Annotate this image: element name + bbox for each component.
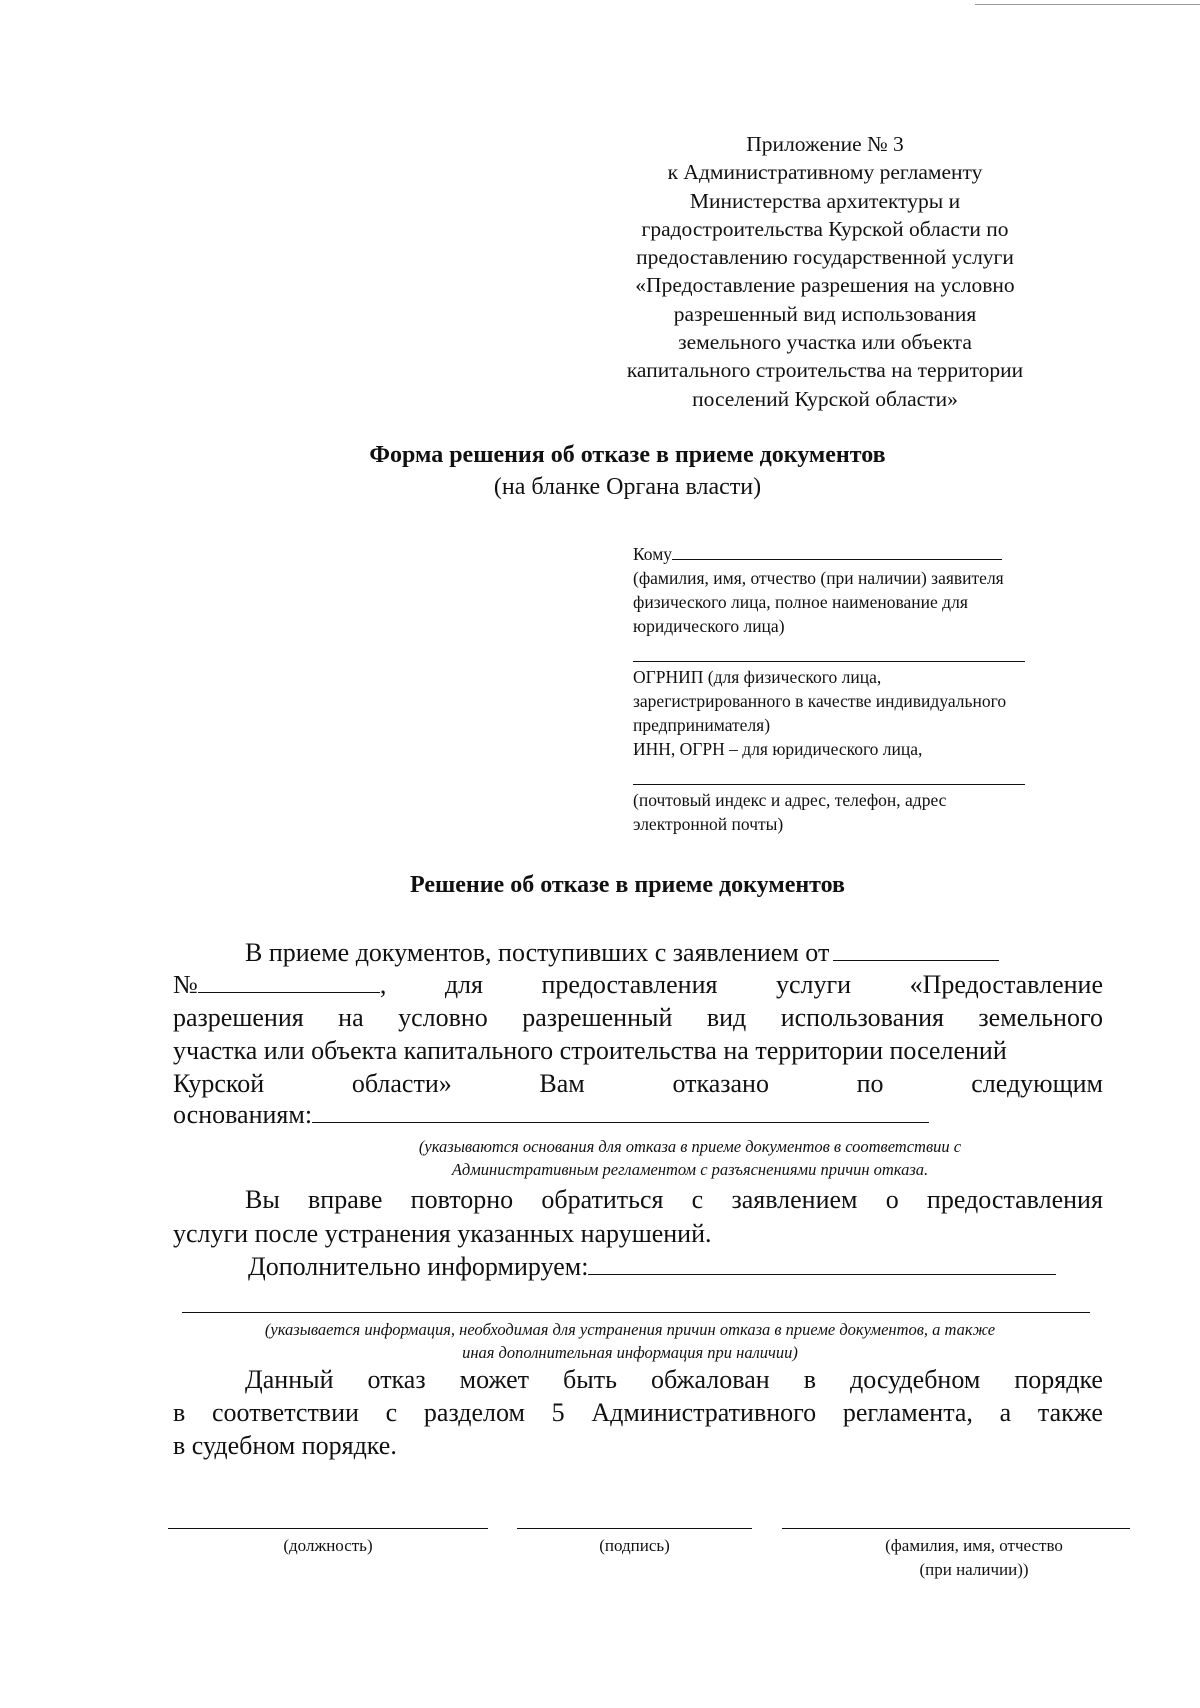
recipient-blank: [672, 543, 1002, 560]
para4-line-3: в судебном порядке.: [173, 1431, 397, 1460]
para4-line-1: Данный отказ может быть обжалован в досудебном порядке: [245, 1365, 1103, 1394]
body-line-6: основаниям:: [173, 1100, 929, 1130]
body-line-4: участка или объекта капитального строительства на территории поселений: [173, 1036, 1007, 1065]
info-blank-line-2: [182, 1312, 1090, 1313]
appendix-line: разрешенный вид использования: [673, 301, 977, 326]
appendix-line: Министерства архитектуры и: [689, 188, 961, 213]
to-label: Кому: [633, 544, 673, 564]
full-name-line: [782, 1528, 1130, 1529]
body-line-3: разрешения на условно разрешенный вид использования земельного: [173, 1003, 1103, 1032]
body-line-1: В приеме документов, поступивших с заявлением от: [245, 938, 999, 968]
position-line: [168, 1528, 488, 1529]
ogrn-note-line: предпринимателя): [633, 715, 771, 735]
para3: Дополнительно информируем:: [248, 1252, 1056, 1282]
para4-line-2: в соответствии с разделом 5 Административного регламента, а также: [173, 1398, 1103, 1427]
info-note: (указывается информация, необходимая для устранения причин отказа в приеме документов, а также иная дополнительная информация при наличии): [264, 1320, 996, 1362]
appendix-line: градостроительства Курской области по: [641, 216, 1009, 241]
recipient-note-line: физического лица, полное наименование для: [633, 592, 968, 612]
recipient-address: [633, 788, 1093, 836]
number-blank: [198, 972, 380, 993]
date-blank: [833, 940, 999, 961]
appendix-line: Приложение № 3: [746, 132, 904, 156]
appendix-line: капитального строительства на территории: [626, 358, 1024, 383]
recipient-to: [633, 542, 1093, 638]
address-blank-line: [633, 784, 1025, 785]
signature-caption: (подпись): [599, 1536, 670, 1555]
body-line-5: Курской области» Вам отказано по следующим: [173, 1069, 1103, 1098]
address-note-line: (почтовый индекс и адрес, телефон, адрес: [633, 790, 947, 810]
info-blank: [588, 1254, 1056, 1275]
form-title: Форма решения об отказе в приеме документов: [369, 442, 886, 468]
full-name-caption: (фамилия, имя, отчество (при наличии)): [885, 1536, 1063, 1579]
ogrn-note-line: ИНН, ОГРН – для юридического лица,: [633, 739, 923, 759]
ogrn-note-line: зарегистрированного в качестве индивидуального: [633, 691, 1007, 711]
address-note-line: электронной почты): [633, 814, 784, 834]
appendix-header: [560, 130, 1090, 413]
decision-title: Решение об отказе в приеме документов: [409, 872, 846, 898]
para2-line-2: услуги после устранения указанных нарушений.: [173, 1219, 712, 1248]
appendix-line: «Предоставление разрешения на условно: [635, 273, 1015, 298]
appendix-line: земельного участка или объекта: [678, 330, 972, 355]
appendix-line: к Административному регламенту: [667, 160, 983, 185]
signature-line: [517, 1528, 752, 1529]
para2-line-1: Вы вправе повторно обратиться с заявлением о предоставления: [245, 1185, 1103, 1214]
body-line-2: № , для предоставления услуги «Предоставление: [173, 970, 1103, 999]
ogrn-blank-line: [633, 661, 1025, 662]
form-subtitle: (на бланке Органа власти): [493, 474, 762, 500]
appendix-line: предоставлению государственной услуги: [636, 245, 1014, 270]
position-caption: (должность): [283, 1536, 373, 1555]
recipient-note-line: юридического лица): [633, 616, 785, 636]
ogrn-note-line: ОГРНИП (для физического лица,: [633, 667, 882, 687]
recipient-ogrn: [633, 665, 1093, 761]
appendix-line: поселений Курской области»: [692, 386, 958, 411]
grounds-note: (указываются основания для отказа в приеме документов в соответствии с Административным регламентом с разъяснениями причин отказа.: [418, 1137, 962, 1179]
scan-edge-rule: [975, 4, 1200, 5]
recipient-note-line: (фамилия, имя, отчество (при наличии) заявителя: [633, 568, 1004, 588]
grounds-blank: [312, 1102, 929, 1123]
